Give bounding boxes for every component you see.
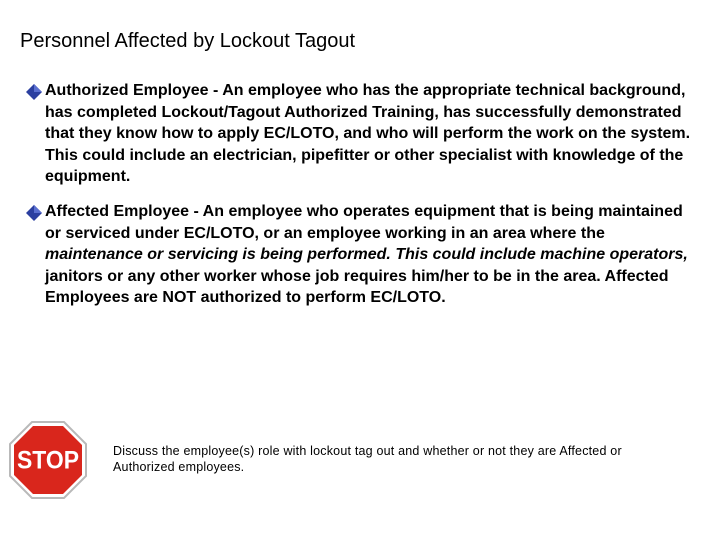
bullet-item-affected-employee (24, 201, 696, 309)
diamond-bullet-icon (24, 82, 44, 102)
bullet-segment: janitors or any other worker whose job requires him/her to be in the area. Affected Employees are NOT authorized to perform EC/LOTO. (45, 267, 669, 307)
diamond-bullet-icon (24, 203, 44, 223)
bullet-list (24, 80, 696, 322)
bullet-item-authorized-employee (24, 80, 696, 188)
discussion-note: Discuss the employee(s) role with lockout tag out and whether or not they are Affected or Authorized employees. (113, 444, 622, 474)
stop-sign-icon (8, 420, 88, 500)
bullet-segment: Affected Employee - An employee who operates equipment that is being maintained or serviced under EC/LOTO, or an employee working in an area where the (45, 202, 683, 242)
bullet-segment: Authorized Employee - An employee who has the appropriate technical background, has completed Lockout/Tagout Authorized Training, has successfully demonstrated that they know how to apply EC/LOTO, and who will perform the work on the system. This could include an electrician, pipefitter or other specialist with knowledge of the equipment. (45, 82, 691, 186)
bullet-segment-italic: maintenance or servicing is being performed. This could include machine operators, (45, 246, 688, 264)
slide-title: Personnel Affected by Lockout Tagout (20, 30, 356, 52)
stop-sign-label: STOP (17, 446, 79, 475)
bullet-text (45, 80, 696, 188)
bullet-text (45, 201, 696, 309)
